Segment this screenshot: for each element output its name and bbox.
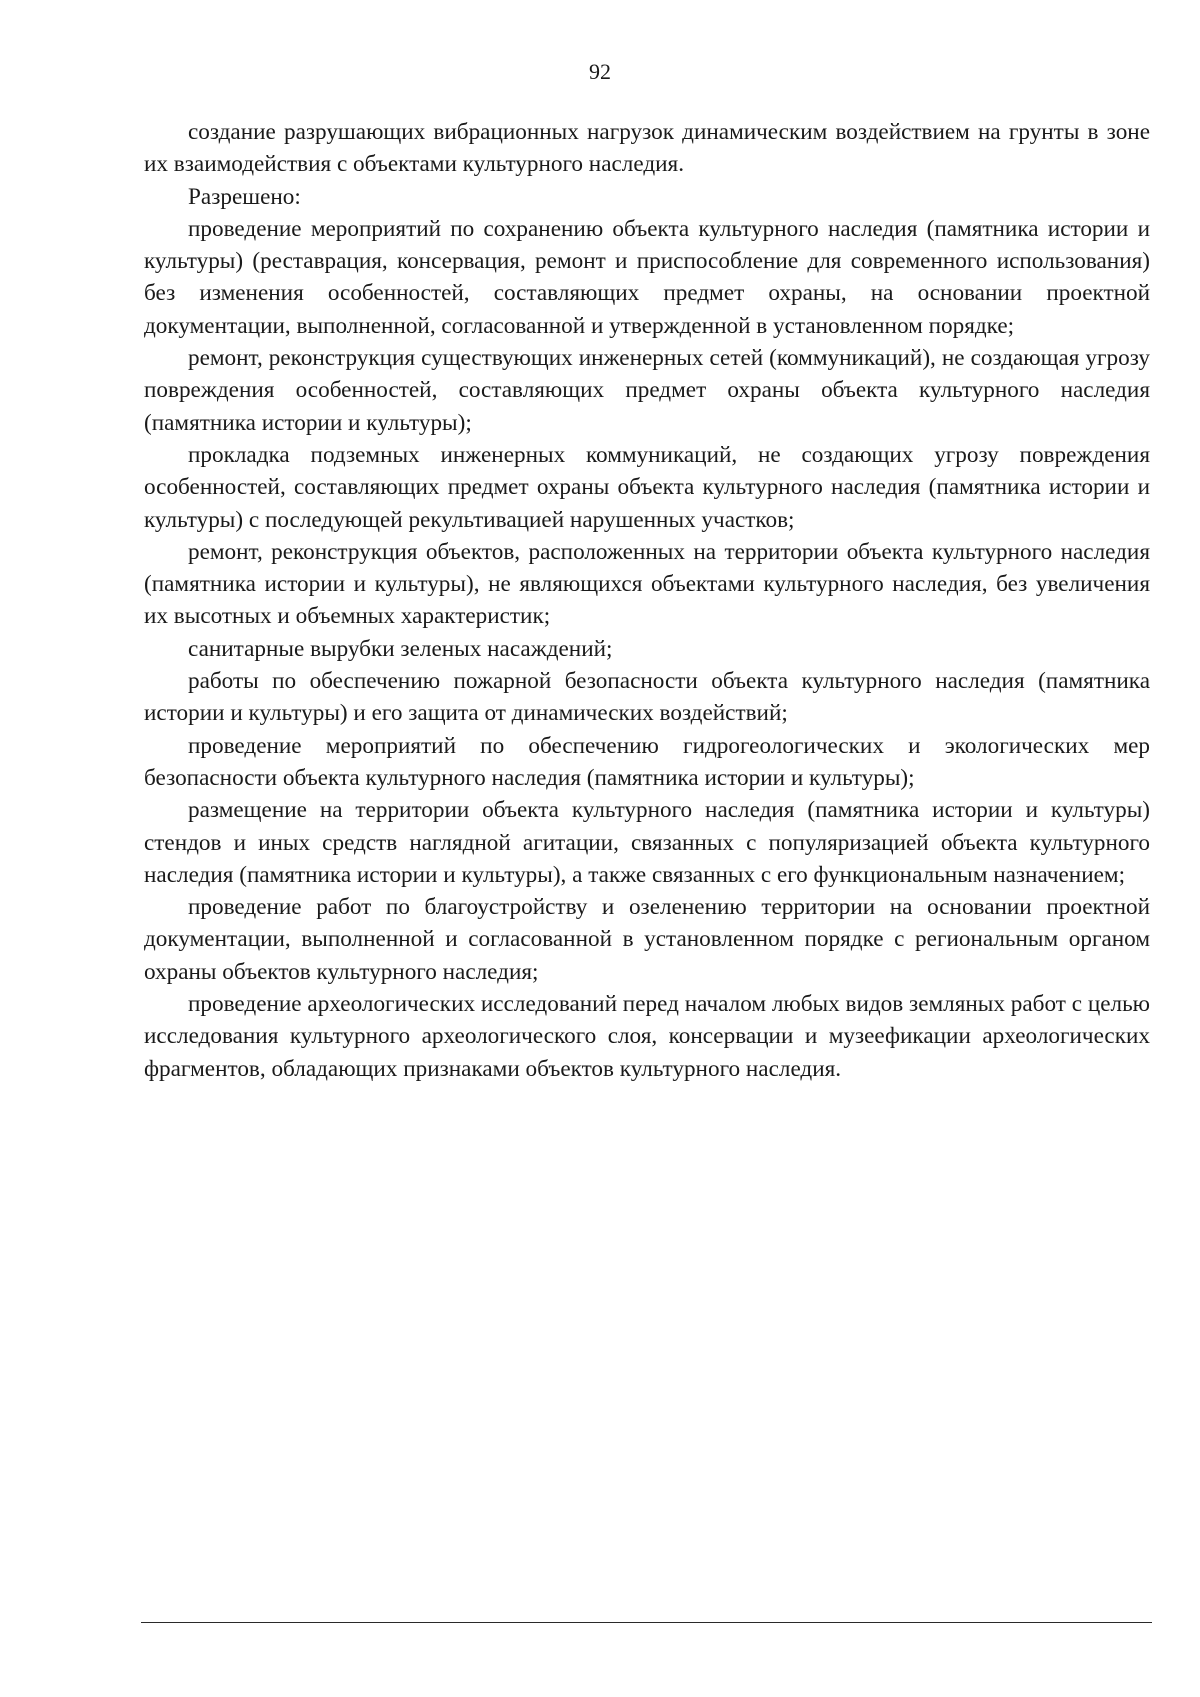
paragraph-7: работы по обеспечению пожарной безопасности объекта культурного наследия (памятника истории и культуры) и его защита от динамических воздействий;: [144, 668, 1150, 727]
page-number: 92: [589, 59, 611, 84]
paragraph-8: проведение мероприятий по обеспечению гидрогеологических и экологических мер безопасности объекта культурного наследия (памятника истории и культуры);: [144, 732, 1150, 791]
footer-divider: [141, 1622, 1152, 1623]
paragraph-11: проведение археологических исследований перед началом любых видов земляных работ с целью исследования культурного археологического слоя, консервации и музеефикации археологических фрагментов, обладающих признаками объектов культурного наследия.: [144, 991, 1150, 1082]
paragraph-6: санитарные вырубки зеленых насаждений;: [188, 635, 613, 662]
paragraph-2: проведение мероприятий по сохранению объекта культурного наследия (памятника истории и культуры) (реставрация, консервация, ремонт и приспособление для современного использования) без изменения особенностей, составляющих предмет охраны, на основании проектной документации, выполненной, согласованной и утвержденной в установленном порядке;: [144, 215, 1150, 339]
paragraph-9: размещение на территории объекта культурного наследия (памятника истории и культуры) стендов и иных средств наглядной агитации, связанных с популяризацией объекта культурного наследия (памятника истории и культуры), а также связанных с его функциональным назначением;: [144, 797, 1150, 888]
paragraph-5: ремонт, реконструкция объектов, расположенных на территории объекта культурного наследия (памятника истории и культуры), не являющихся объектами культурного наследия, без увеличения их высотных и объемных характеристик;: [144, 538, 1150, 630]
paragraph-3: ремонт, реконструкция существующих инженерных сетей (коммуникаций), не создающая угрозу повреждения особенностей, составляющих предмет охраны объекта культурного наследия (памятника истории и культуры);: [144, 345, 1150, 436]
document-body: [144, 116, 1150, 1085]
paragraph-10: проведение работ по благоустройству и озеленению территории на основании проектной документации, выполненной и согласованной в установленном порядке с региональным органом охраны объектов культурного наследия;: [144, 894, 1150, 985]
paragraph-0: создание разрушающих вибрационных нагрузок динамическим воздействием на грунты в зоне их взаимодействия с объектами культурного наследия.: [144, 119, 1150, 178]
paragraph-4: прокладка подземных инженерных коммуникаций, не создающих угрозу повреждения особенностей, составляющих предмет охраны объекта культурного наследия (памятника истории и культуры) с последующей рекультивацией нарушенных участков;: [144, 441, 1150, 533]
paragraph-1: Разрешено:: [188, 183, 301, 210]
